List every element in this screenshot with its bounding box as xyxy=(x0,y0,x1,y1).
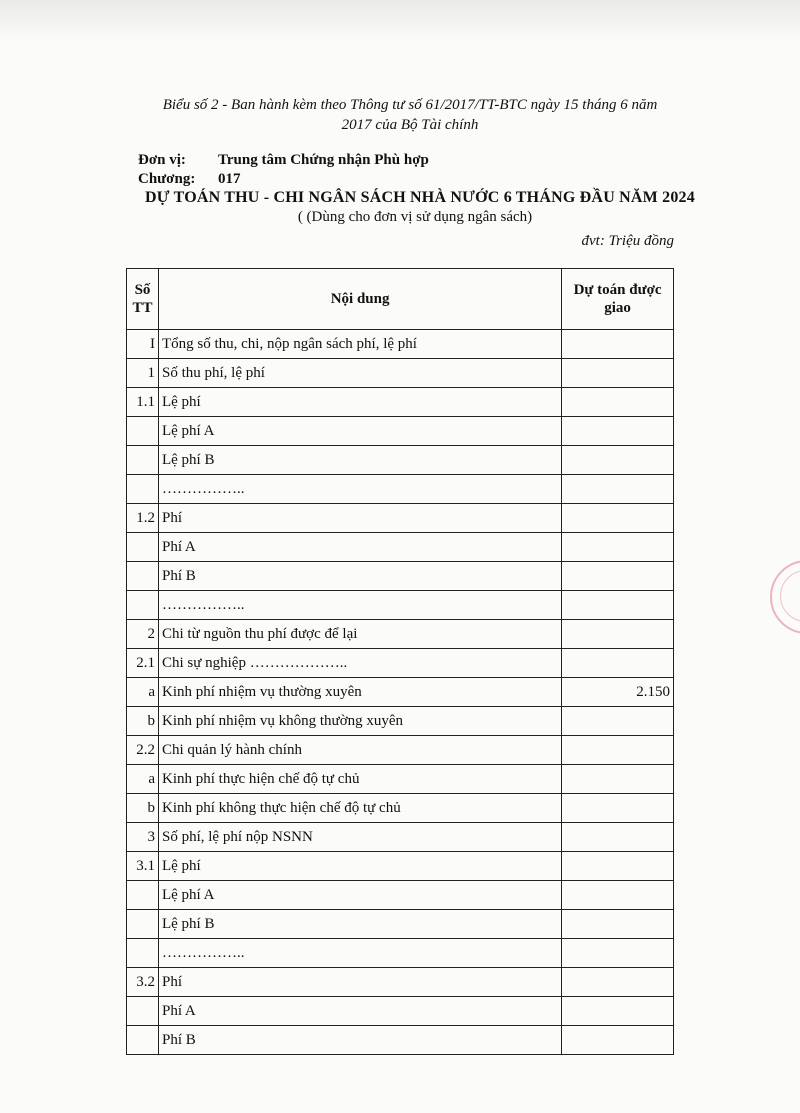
row-value-cell xyxy=(562,388,674,417)
header-stt-line2: TT xyxy=(132,300,153,316)
row-content-cell: Lệ phí xyxy=(158,388,561,417)
row-value-cell xyxy=(562,504,674,533)
budget-table xyxy=(126,268,674,1055)
table-row xyxy=(127,707,674,736)
header-value-line2: giao xyxy=(604,300,631,316)
row-stt-cell xyxy=(127,910,159,939)
table-row xyxy=(127,533,674,562)
row-stt-cell xyxy=(127,446,159,475)
table-row xyxy=(127,417,674,446)
row-content-cell: Kinh phí thực hiện chế độ tự chủ xyxy=(158,765,561,794)
row-stt-cell xyxy=(127,533,159,562)
row-value-cell xyxy=(562,968,674,997)
row-value-cell xyxy=(562,533,674,562)
row-value-cell xyxy=(562,910,674,939)
row-value-cell xyxy=(562,736,674,765)
regulation-note-line1: Biểu số 2 - Ban hành kèm theo Thông tư số 61/2017/TT-BTC ngày 15 tháng 6 năm xyxy=(162,97,658,113)
don-vi-label: Đơn vị: xyxy=(138,152,186,168)
row-stt-cell xyxy=(127,939,159,968)
document-title: DỰ TOÁN THU - CHI NGÂN SÁCH NHÀ NƯỚC 6 THÁNG ĐẦU NĂM 2024 xyxy=(145,189,695,206)
row-content-cell: Chi quản lý hành chính xyxy=(158,736,561,765)
unit-info xyxy=(138,151,429,189)
table-row xyxy=(127,736,674,765)
don-vi-row xyxy=(138,151,429,170)
row-content-cell: Phí B xyxy=(158,1026,561,1055)
row-value-cell xyxy=(562,997,674,1026)
row-stt-cell: 3.2 xyxy=(127,968,159,997)
row-content-cell: Phí A xyxy=(158,997,561,1026)
table-row xyxy=(127,852,674,881)
header-stt xyxy=(127,269,159,330)
table-row xyxy=(127,562,674,591)
row-content-cell: Lệ phí B xyxy=(158,446,561,475)
row-content-cell: Phí B xyxy=(158,562,561,591)
row-value-cell xyxy=(562,330,674,359)
row-value-cell xyxy=(562,591,674,620)
regulation-note-line2: 2017 của Bộ Tài chính xyxy=(341,117,479,133)
row-stt-cell: b xyxy=(127,794,159,823)
row-stt-cell: 3 xyxy=(127,823,159,852)
row-content-cell: Số thu phí, lệ phí xyxy=(158,359,561,388)
row-content-cell: …………….. xyxy=(158,475,561,504)
row-content-cell: Kinh phí nhiệm vụ không thường xuyên xyxy=(158,707,561,736)
table-body xyxy=(127,330,674,1055)
row-stt-cell: 3.1 xyxy=(127,852,159,881)
table-row xyxy=(127,881,674,910)
row-stt-cell: 1 xyxy=(127,359,159,388)
chuong-row xyxy=(138,170,429,189)
table-row xyxy=(127,591,674,620)
row-stt-cell: 2 xyxy=(127,620,159,649)
row-content-cell: Chi sự nghiệp ……………….. xyxy=(158,649,561,678)
table-row xyxy=(127,765,674,794)
document-subtitle: ( (Dùng cho đơn vị sử dụng ngân sách) xyxy=(297,209,533,225)
row-stt-cell: b xyxy=(127,707,159,736)
row-stt-cell: 1.1 xyxy=(127,388,159,417)
row-stt-cell xyxy=(127,562,159,591)
don-vi-value: Trung tâm Chứng nhận Phù hợp xyxy=(218,152,429,168)
row-stt-cell: 2.2 xyxy=(127,736,159,765)
chuong-label: Chương: xyxy=(138,171,196,187)
table-row xyxy=(127,968,674,997)
table-row xyxy=(127,678,674,707)
row-value-cell xyxy=(562,823,674,852)
row-value-cell xyxy=(562,852,674,881)
row-stt-cell xyxy=(127,881,159,910)
row-value-cell xyxy=(562,620,674,649)
table-row xyxy=(127,330,674,359)
row-content-cell: …………….. xyxy=(158,939,561,968)
table-row xyxy=(127,649,674,678)
table-row xyxy=(127,446,674,475)
row-stt-cell xyxy=(127,417,159,446)
regulation-note xyxy=(140,95,680,135)
row-stt-cell: a xyxy=(127,678,159,707)
row-stt-cell xyxy=(127,1026,159,1055)
row-stt-cell: 1.2 xyxy=(127,504,159,533)
row-content-cell: Kinh phí nhiệm vụ thường xuyên xyxy=(158,678,561,707)
row-value-cell xyxy=(562,794,674,823)
row-value-cell xyxy=(562,562,674,591)
row-content-cell: …………….. xyxy=(158,591,561,620)
table-row xyxy=(127,823,674,852)
chuong-value: 017 xyxy=(218,171,241,187)
header-stt-line1: Số xyxy=(134,282,151,298)
row-content-cell: Lệ phí A xyxy=(158,881,561,910)
row-value-cell xyxy=(562,649,674,678)
row-content-cell: Chi từ nguồn thu phí được để lại xyxy=(158,620,561,649)
row-stt-cell xyxy=(127,475,159,504)
header-value-line1: Dự toán được xyxy=(573,282,662,298)
row-content-cell: Tổng số thu, chi, nộp ngân sách phí, lệ phí xyxy=(158,330,561,359)
row-value-cell xyxy=(562,939,674,968)
row-content-cell: Lệ phí A xyxy=(158,417,561,446)
row-value-cell xyxy=(562,417,674,446)
header-content: Nội dung xyxy=(158,269,561,330)
table-header-row xyxy=(127,269,674,330)
row-content-cell: Số phí, lệ phí nộp NSNN xyxy=(158,823,561,852)
row-value-cell xyxy=(562,359,674,388)
table-row xyxy=(127,620,674,649)
row-value-cell xyxy=(562,475,674,504)
table-row xyxy=(127,910,674,939)
row-value-cell xyxy=(562,707,674,736)
row-value-cell: 2.150 xyxy=(562,678,674,707)
row-stt-cell: a xyxy=(127,765,159,794)
table-row xyxy=(127,475,674,504)
table-row xyxy=(127,388,674,417)
unit-of-measure: đvt: Triệu đồng xyxy=(581,233,674,249)
table-row xyxy=(127,359,674,388)
row-content-cell: Lệ phí xyxy=(158,852,561,881)
table-row xyxy=(127,1026,674,1055)
row-stt-cell xyxy=(127,997,159,1026)
header-value xyxy=(562,269,674,330)
row-value-cell xyxy=(562,881,674,910)
row-content-cell: Lệ phí B xyxy=(158,910,561,939)
row-content-cell: Phí A xyxy=(158,533,561,562)
row-content-cell: Phí xyxy=(158,968,561,997)
row-value-cell xyxy=(562,1026,674,1055)
scan-shadow xyxy=(0,0,800,40)
table-row xyxy=(127,939,674,968)
table-row xyxy=(127,794,674,823)
row-value-cell xyxy=(562,765,674,794)
table-row xyxy=(127,504,674,533)
row-value-cell xyxy=(562,446,674,475)
row-stt-cell xyxy=(127,591,159,620)
table-row xyxy=(127,997,674,1026)
row-content-cell: Phí xyxy=(158,504,561,533)
row-stt-cell: 2.1 xyxy=(127,649,159,678)
row-content-cell: Kinh phí không thực hiện chế độ tự chủ xyxy=(158,794,561,823)
row-stt-cell: I xyxy=(127,330,159,359)
